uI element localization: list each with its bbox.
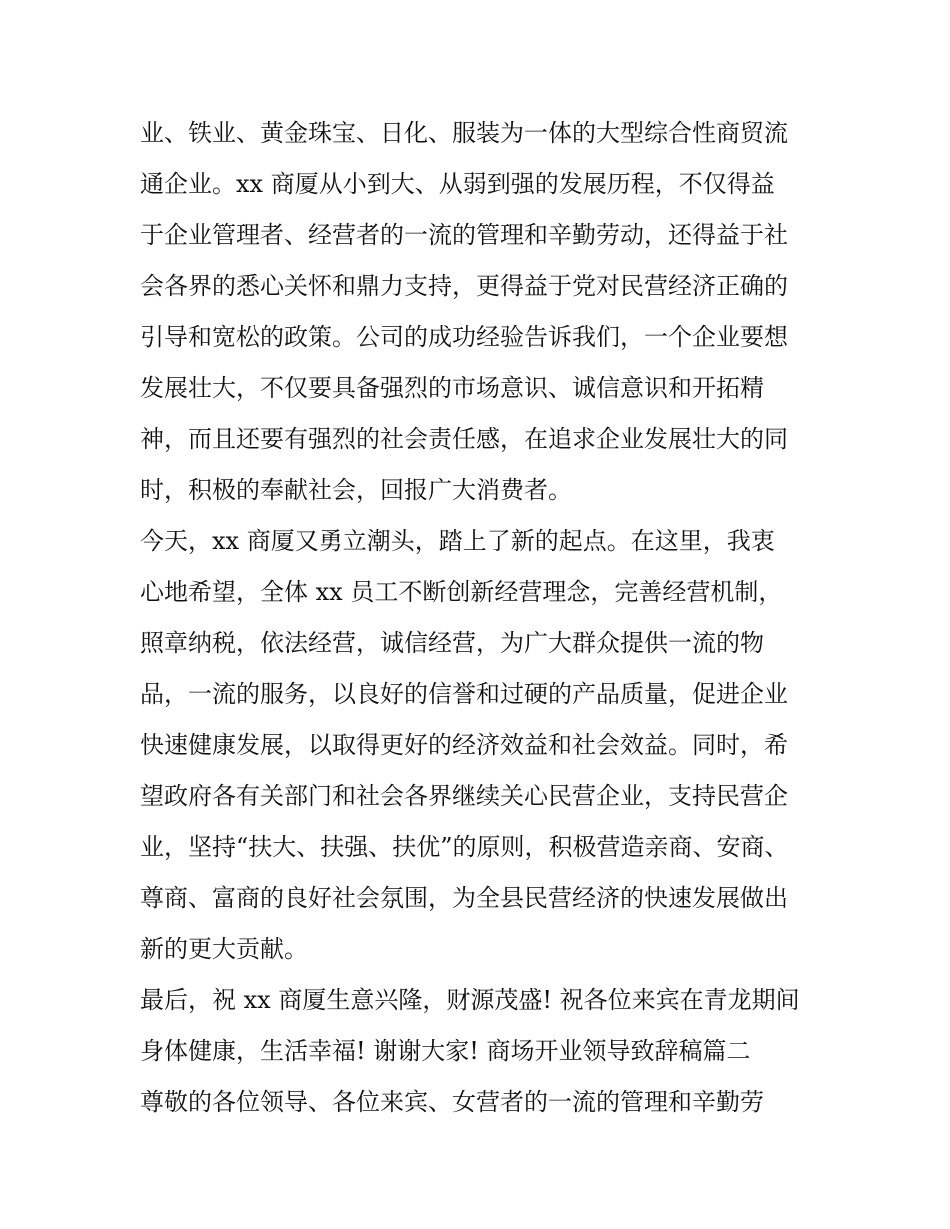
text-line: 业、铁业、黄金珠宝、日化、服装为一体的大型综合性商贸流 xyxy=(140,119,788,147)
text-line: 引导和宽松的政策。公司的成功经验告诉我们，一个企业要想 xyxy=(140,323,788,351)
text-line: 神，而且还要有强烈的社会责任感，在追求企业发展壮大的同 xyxy=(140,425,788,453)
text-line: 尊敬的各位领导、各位来宾、女营者的一流的管理和辛勤劳 xyxy=(140,1088,764,1116)
text-line: 业，坚持“扶大、扶强、扶优”的原则，积极营造亲商、安商、 xyxy=(140,833,789,861)
text-line: 快速健康发展，以取得更好的经济效益和社会效益。同时，希 xyxy=(140,731,788,759)
text-line: 品，一流的服务，以良好的信誉和过硬的产品质量，促进企业 xyxy=(140,680,788,708)
text-line: 新的更大贡献。 xyxy=(140,935,308,963)
text-line: 通企业。xx 商厦从小到大、从弱到强的发展历程，不仅得益 xyxy=(140,170,775,198)
text-line: 照章纳税，依法经营，诚信经营，为广大群众提供一流的物 xyxy=(140,629,764,657)
document-body xyxy=(140,108,830,1128)
text-line: 今天，xx 商厦又勇立潮头，踏上了新的起点。在这里，我衷 xyxy=(140,527,775,555)
text-line: 尊商、富商的良好社会氛围，为全县民营经济的快速发展做出 xyxy=(140,884,788,912)
text-line: 身体健康，生活幸福! 谢谢大家! 商场开业领导致辞稿篇二 xyxy=(140,1037,751,1065)
text-line: 会各界的悉心关怀和鼎力支持，更得益于党对民营经济正确的 xyxy=(140,272,788,300)
text-line: 心地希望，全体 xx 员工不断创新经营理念，完善经营机制， xyxy=(140,578,783,606)
text-line: 于企业管理者、经营者的一流的管理和辛勤劳动，还得益于社 xyxy=(140,221,788,249)
text-line: 发展壮大，不仅要具备强烈的市场意识、诚信意识和开拓精 xyxy=(140,374,764,402)
text-line: 最后，祝 xx 商厦生意兴隆，财源茂盛! 祝各位来宾在青龙期间 xyxy=(140,986,800,1014)
text-line: 时，积极的奉献社会，回报广大消费者。 xyxy=(140,476,572,504)
text-line: 望政府各有关部门和社会各界继续关心民营企业，支持民营企 xyxy=(140,782,788,810)
